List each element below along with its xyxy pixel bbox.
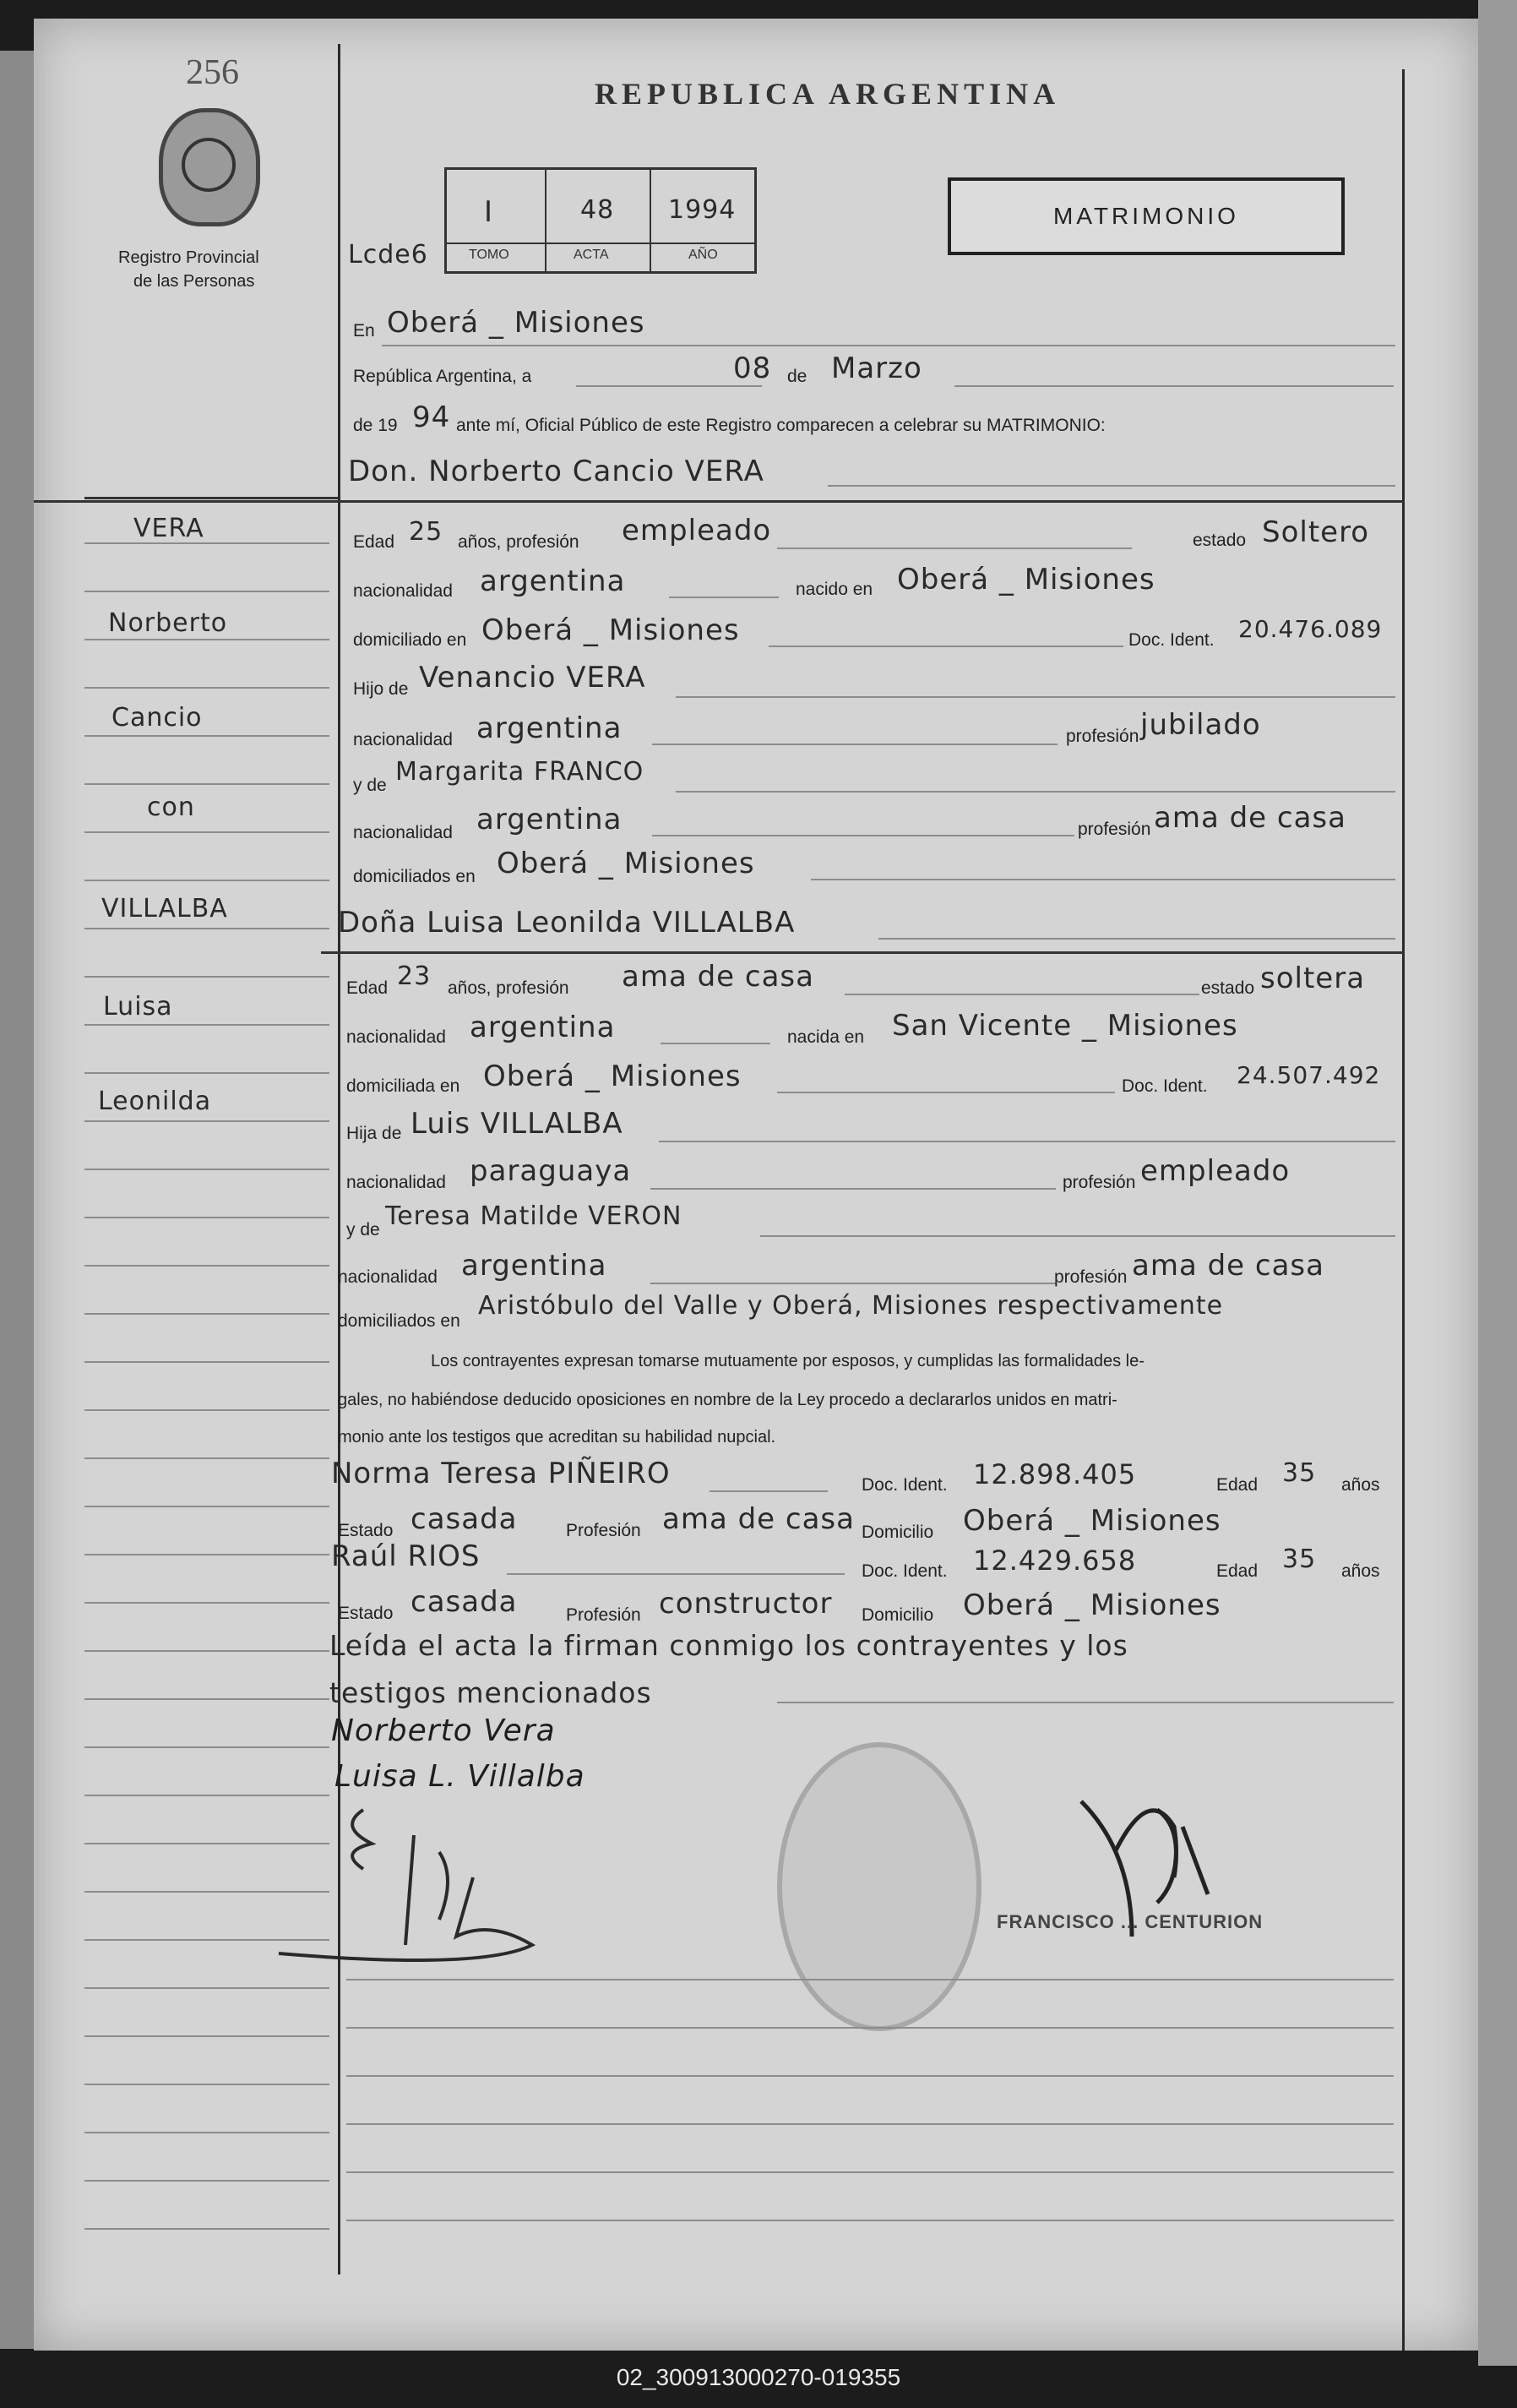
groom-hijo-label: Hijo de xyxy=(353,679,409,699)
bride-madre-prof: ama de casa xyxy=(1132,1249,1324,1283)
ruled-line xyxy=(84,1457,329,1459)
year-suffix: 94 xyxy=(412,400,451,434)
record-type-box: MATRIMONIO xyxy=(948,177,1345,255)
witness1-doc-label: Doc. Ident. xyxy=(862,1475,948,1495)
ruled-line xyxy=(84,1120,329,1122)
ruled-line xyxy=(84,687,329,689)
ano-label: AÑO xyxy=(688,248,718,262)
groom-madre-nac-label: nacionalidad xyxy=(353,823,453,842)
groom-yde-label: y de xyxy=(353,776,387,795)
ruled-line xyxy=(84,2035,329,2037)
bride-anos-prof-label: años, profesión xyxy=(448,978,569,998)
intro-place: Oberá _ Misiones xyxy=(387,306,645,340)
bride-madre: Teresa Matilde VERON xyxy=(385,1201,682,1231)
groom-padre-nac: argentina xyxy=(476,711,623,745)
ruled-line xyxy=(346,2027,1394,2029)
bride-hija-label: Hija de xyxy=(346,1124,402,1143)
ruled-line xyxy=(84,1169,329,1170)
bride-madre-prof-label: profesión xyxy=(1054,1267,1128,1287)
bride-estado-label: estado xyxy=(1201,978,1255,998)
groom-dom-label: domiciliado en xyxy=(353,630,467,650)
ruled-line xyxy=(84,1072,329,1074)
witness1-prof-label: Profesión xyxy=(566,1521,641,1540)
ruled-line xyxy=(84,928,329,929)
registry-line-1: Registro Provincial xyxy=(118,248,259,267)
groom-doc: 20.476.089 xyxy=(1238,615,1383,643)
ruled-line xyxy=(346,2171,1394,2173)
ruled-line xyxy=(84,1361,329,1363)
witness1-anos-label: años xyxy=(1341,1475,1380,1495)
bride-madre-nac-label: nacionalidad xyxy=(338,1267,438,1287)
witness-signatures-scribble xyxy=(270,1801,625,1970)
witness1-doc: 12.898.405 xyxy=(973,1458,1137,1490)
image-identifier: 02_300913000270-019355 xyxy=(616,2364,901,2390)
ruled-line xyxy=(84,1602,329,1604)
margin-surname-groom: VERA xyxy=(133,514,204,543)
ruled-line xyxy=(84,1746,329,1748)
bride-madre-nac: argentina xyxy=(461,1249,607,1283)
ruled-line xyxy=(84,591,329,592)
ruled-line xyxy=(84,1506,329,1507)
intro-de-label: de xyxy=(787,367,807,386)
witness2-edad: 35 xyxy=(1282,1544,1317,1574)
ruled-line xyxy=(84,976,329,978)
witness1-edad: 35 xyxy=(1282,1458,1317,1488)
tomo-value: I xyxy=(484,195,494,229)
groom-estado-label: estado xyxy=(1193,531,1247,550)
acta-label: ACTA xyxy=(574,248,609,262)
margin-surname-bride: VILLALBA xyxy=(101,894,228,923)
groom-madre-prof-label: profesión xyxy=(1078,820,1151,839)
margin-con: con xyxy=(147,793,195,822)
ruled-line xyxy=(346,2075,1394,2077)
declaration-line-3: monio ante los testigos que acreditan su habilidad nupcial. xyxy=(338,1428,776,1446)
year-prefix: de 19 xyxy=(353,416,398,435)
ruled-line xyxy=(84,2132,329,2133)
official-seal xyxy=(777,1742,981,2031)
country-title: REPUBLICA ARGENTINA xyxy=(595,77,1061,111)
ruled-line xyxy=(84,2084,329,2085)
closing-line-2: testigos mencionados xyxy=(329,1676,652,1709)
ruled-line xyxy=(84,2180,329,2182)
bride-yde-label: y de xyxy=(346,1220,380,1239)
rep-label: República Argentina, a xyxy=(353,367,532,386)
groom-padre-prof-label: profesión xyxy=(1066,727,1139,746)
witness2-name: Raúl RIOS xyxy=(331,1539,481,1573)
groom-edad-label: Edad xyxy=(353,532,395,552)
ruled-line xyxy=(84,639,329,640)
bride-padre-prof-label: profesión xyxy=(1063,1173,1136,1192)
ruled-line xyxy=(84,1024,329,1026)
tomo-label: TOMO xyxy=(469,248,509,262)
groom-madre: Margarita FRANCO xyxy=(395,757,644,787)
groom-nacionalidad: argentina xyxy=(480,564,626,598)
en-label: En xyxy=(353,321,375,340)
witness2-dom-label: Domicilio xyxy=(862,1605,934,1625)
groom-nacido-label: nacido en xyxy=(796,580,873,599)
book-left-edge xyxy=(0,51,35,2349)
official-stamp-text: FRANCISCO ... CENTURION xyxy=(997,1911,1264,1932)
witness2-edad-label: Edad xyxy=(1216,1561,1259,1581)
bride-nacida: San Vicente _ Misiones xyxy=(892,1009,1238,1043)
ruled-line xyxy=(84,2228,329,2230)
witness2-estado: casada xyxy=(411,1585,518,1619)
register-page xyxy=(34,19,1478,2351)
ruled-line xyxy=(84,735,329,737)
signature-groom: Norberto Vera xyxy=(331,1713,556,1748)
margin-middle-name-bride: Leonilda xyxy=(98,1087,212,1116)
bride-nacionalidad: argentina xyxy=(470,1011,616,1044)
witness1-estado-label: Estado xyxy=(338,1521,394,1540)
ruled-line xyxy=(84,880,329,881)
witness1-estado: casada xyxy=(411,1502,518,1536)
intro-statement: ante mí, Oficial Público de este Registro comparecen a celebrar su MATRIMONIO: xyxy=(456,416,1106,435)
witness2-anos-label: años xyxy=(1341,1561,1380,1581)
ruled-line xyxy=(84,1313,329,1315)
groom-madre-nac: argentina xyxy=(476,803,623,836)
book-reference: Lcde6 xyxy=(348,240,428,270)
groom-name: Don. Norberto Cancio VERA xyxy=(348,455,764,488)
bride-name: Doña Luisa Leonilda VILLALBA xyxy=(338,906,796,940)
groom-edad: 25 xyxy=(409,517,443,547)
declaration-line-2: gales, no habiéndose deducido oposiciones en nombre de la Ley procedo a declararlos unidos en matri- xyxy=(338,1391,1117,1409)
groom-nacido: Oberá _ Misiones xyxy=(897,563,1155,597)
book-right-edge xyxy=(1478,0,1517,2366)
ruled-line xyxy=(84,1987,329,1989)
ruled-line xyxy=(346,2123,1394,2125)
page-number: 256 xyxy=(186,53,239,92)
intro-month: Marzo xyxy=(831,351,922,385)
ruled-line xyxy=(84,783,329,785)
bride-padre-prof: empleado xyxy=(1140,1154,1291,1188)
right-border xyxy=(1402,69,1405,2351)
groom-nac-label: nacionalidad xyxy=(353,581,453,601)
ruled-line xyxy=(84,1265,329,1267)
acta-value: 48 xyxy=(580,195,615,225)
intro-day: 08 xyxy=(733,351,772,385)
bride-edad-label: Edad xyxy=(346,978,389,998)
bride-padre-nac: paraguaya xyxy=(470,1154,632,1188)
ruled-line xyxy=(84,1795,329,1796)
groom-profesion: empleado xyxy=(622,514,772,548)
groom-doc-label: Doc. Ident. xyxy=(1128,630,1215,650)
margin-first-name-bride: Luisa xyxy=(103,992,173,1021)
tomo-acta-ano-box xyxy=(444,167,757,274)
ruled-line xyxy=(84,1554,329,1555)
ano-value: 1994 xyxy=(668,195,737,225)
groom-estado: Soltero xyxy=(1262,515,1370,549)
groom-padre: Venancio VERA xyxy=(419,661,646,695)
declaration-line-1: Los contrayentes expresan tomarse mutuamente por esposos, y cumplidas las formalidades le- xyxy=(431,1352,1145,1370)
witness1-edad-label: Edad xyxy=(1216,1475,1259,1495)
bride-doc: 24.507.492 xyxy=(1237,1061,1381,1089)
witness2-prof-label: Profesión xyxy=(566,1605,641,1625)
groom-domicilio: Oberá _ Misiones xyxy=(481,613,740,647)
ruled-line xyxy=(346,2220,1394,2221)
bride-padre: Luis VILLALBA xyxy=(411,1107,623,1141)
ruled-line xyxy=(84,1843,329,1844)
bride-estado: soltera xyxy=(1260,962,1366,995)
groom-doms-label: domiciliados en xyxy=(353,867,476,886)
witness2-profesion: constructor xyxy=(659,1587,833,1621)
bride-doc-label: Doc. Ident. xyxy=(1122,1076,1208,1096)
ruled-line xyxy=(84,1891,329,1893)
margin-middle-name-groom: Cancio xyxy=(111,703,203,733)
witness1-dom-label: Domicilio xyxy=(862,1523,934,1542)
witness2-doc: 12.429.658 xyxy=(973,1544,1137,1577)
ruled-line xyxy=(84,1698,329,1700)
groom-padre-nac-label: nacionalidad xyxy=(353,730,453,749)
ruled-line xyxy=(84,1409,329,1411)
bride-padres-dom: Aristóbulo del Valle y Oberá, Misiones respectivamente xyxy=(478,1291,1224,1321)
official-signature xyxy=(1064,1776,1250,1962)
bride-profesion: ama de casa xyxy=(622,960,814,994)
ruled-line xyxy=(84,1217,329,1218)
ruled-line xyxy=(84,831,329,833)
witness1-name: Norma Teresa PIÑEIRO xyxy=(331,1457,671,1490)
ruled-line xyxy=(84,1939,329,1941)
witness2-domicilio: Oberá _ Misiones xyxy=(963,1588,1221,1622)
bride-domicilio: Oberá _ Misiones xyxy=(483,1060,742,1093)
groom-madre-prof: ama de casa xyxy=(1154,801,1346,835)
groom-padres-dom: Oberá _ Misiones xyxy=(497,847,755,880)
witness1-domicilio: Oberá _ Misiones xyxy=(963,1504,1221,1538)
coat-of-arms-seal xyxy=(159,108,260,226)
bride-edad: 23 xyxy=(397,962,432,991)
witness1-profesion: ama de casa xyxy=(662,1502,855,1536)
witness2-doc-label: Doc. Ident. xyxy=(862,1561,948,1581)
closing-line-1: Leída el acta la firman conmigo los contrayentes y los xyxy=(329,1629,1128,1662)
ruled-line xyxy=(346,1979,1394,1980)
bride-padre-nac-label: nacionalidad xyxy=(346,1173,446,1192)
groom-padre-prof: jubilado xyxy=(1140,708,1261,742)
groom-anos-prof-label: años, profesión xyxy=(458,532,579,552)
signature-bride: Luisa L. Villalba xyxy=(334,1759,585,1794)
ruled-line xyxy=(84,1650,329,1652)
bride-nac-label: nacionalidad xyxy=(346,1027,446,1047)
witness2-estado-label: Estado xyxy=(338,1604,394,1623)
bride-doms-label: domiciliados en xyxy=(338,1311,460,1331)
registry-line-2: de las Personas xyxy=(133,272,255,291)
ruled-line xyxy=(84,542,329,544)
bride-dom-label: domiciliada en xyxy=(346,1076,460,1096)
bride-nacida-label: nacida en xyxy=(787,1027,865,1047)
margin-first-name-groom: Norberto xyxy=(108,608,228,638)
